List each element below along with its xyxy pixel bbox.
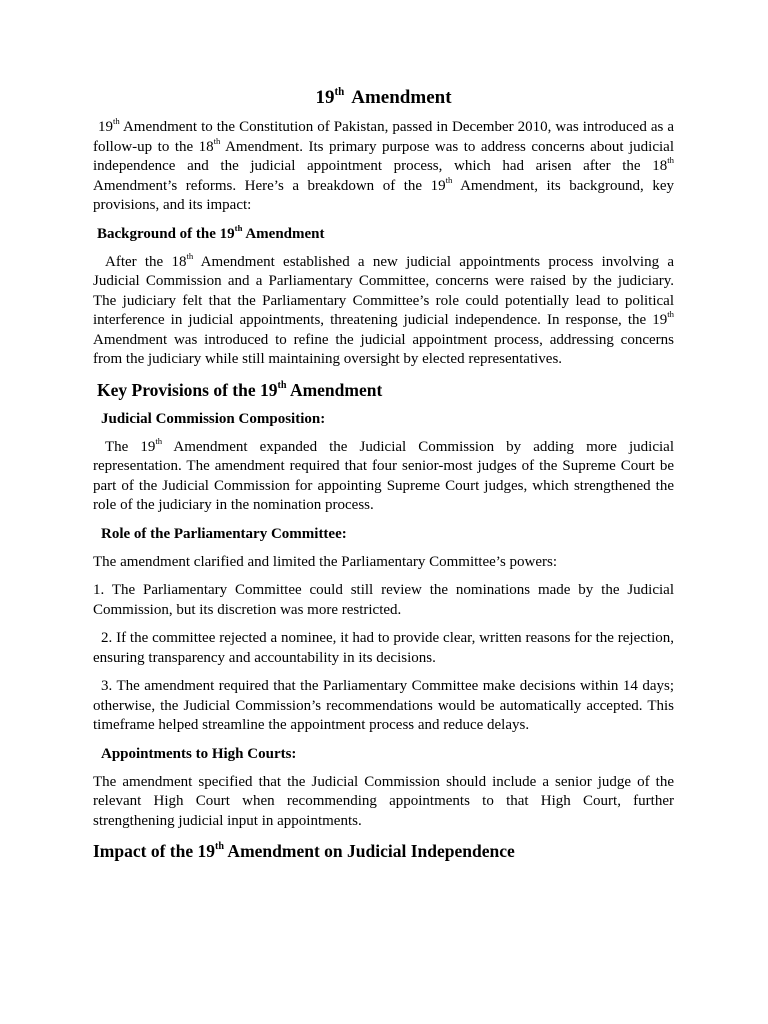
impact-heading-sup: th <box>215 841 225 853</box>
high-courts-heading: Appointments to High Courts: <box>101 745 297 762</box>
intro-sup-3: th <box>667 155 674 166</box>
judicial-commission-heading: Judicial Commission Composition: <box>101 410 326 427</box>
background-heading <box>97 222 674 244</box>
background-heading-sup: th <box>234 222 243 233</box>
pc-point-1: 1. The Parliamentary Committee could still review the nominations made by the Judicial Commission, but its discretion was more restricted. <box>93 582 674 618</box>
key-provisions-heading <box>97 379 674 401</box>
title-number: 19 <box>315 87 335 108</box>
impact-heading-pre: Impact of the 19 <box>93 841 215 861</box>
background-sup-1: th <box>186 250 194 261</box>
intro-text-1: 19 <box>98 119 113 135</box>
key-provisions-heading-post: Amendment <box>286 379 383 400</box>
impact-heading <box>93 840 674 862</box>
intro-sup-2: th <box>213 135 221 146</box>
background-heading-post: Amendment <box>242 225 325 242</box>
impact-heading-post: Amendment on Judicial Independence <box>224 841 515 861</box>
intro-text-4: Amendment’s reforms. Here’s a breakdown of the 19 <box>93 177 446 194</box>
background-sup-2: th <box>667 309 674 320</box>
background-heading-pre: Background of the 19 <box>97 225 235 242</box>
intro-text-3: Amendment. Its primary purpose was to address concerns about judicial independence and the judicial appointment process, which had arisen after the 18 <box>93 138 674 174</box>
judicial-commission-paragraph <box>93 435 674 516</box>
key-provisions-heading-sup: th <box>277 379 287 391</box>
background-text-3: Amendment was introduced to refine the judicial appointment process, addressing concerns from the judiciary while still maintaining oversight by elected representatives. <box>93 331 674 367</box>
key-provisions-heading-pre: Key Provisions of the 19 <box>97 379 278 400</box>
intro-paragraph <box>93 118 674 216</box>
jc-text-1: The 19 <box>105 438 156 455</box>
intro-sup-4: th <box>445 174 453 185</box>
background-paragraph <box>93 250 674 370</box>
jc-text-2: Amendment expanded the Judicial Commission by adding more judicial representation. The amendment required that four senior-most judges of the Supreme Court be part of the Judicial Commission for appointing Supreme Court judges, which strengthened the role of the judiciary in the nomination process. <box>93 438 674 513</box>
pc-point-3: 3. The amendment required that the Parliamentary Committee make decisions within 14 days; otherwise, the Judicial Commission’s recommendations would be automatically accepted. This timeframe helped streamline the appointment process and reduce delays. <box>93 678 674 733</box>
background-text-1: After the 18 <box>105 253 187 270</box>
intro-text-2: Amendment to the Constitution of Pakistan, passed in December 2010, was introduced as a follow-up to the 18 <box>93 119 674 155</box>
intro-sup-1: th <box>113 116 120 127</box>
parliamentary-committee-intro: The amendment clarified and limited the Parliamentary Committee’s powers: <box>93 553 558 570</box>
title-superscript: th <box>334 85 345 98</box>
high-courts-paragraph: The amendment specified that the Judicial Commission should include a senior judge of the relevant High Court when recommending appointments to that High Court, further strengthening judicial input in appointments. <box>93 773 674 829</box>
document-title <box>93 86 674 110</box>
intro-text-5: Amendment, its background, key provisions, and its impact: <box>93 177 674 213</box>
pc-point-2: 2. If the committee rejected a nominee, it had to provide clear, written reasons for the rejection, ensuring transparency and accountability in its decisions. <box>93 630 674 666</box>
parliamentary-committee-heading: Role of the Parliamentary Committee: <box>101 525 347 542</box>
background-text-2: Amendment established a new judicial appointments process involving a Judicial Commission and a Parliamentary Committee, concerns were raised by the judiciary. The judiciary felt that the Parliamentary Committee’s role could potentially lead to political interference in judicial appointments, threatening judicial independence. In response, the 19 <box>93 253 674 328</box>
jc-sup-1: th <box>155 435 163 446</box>
title-text: Amendment <box>351 87 452 108</box>
